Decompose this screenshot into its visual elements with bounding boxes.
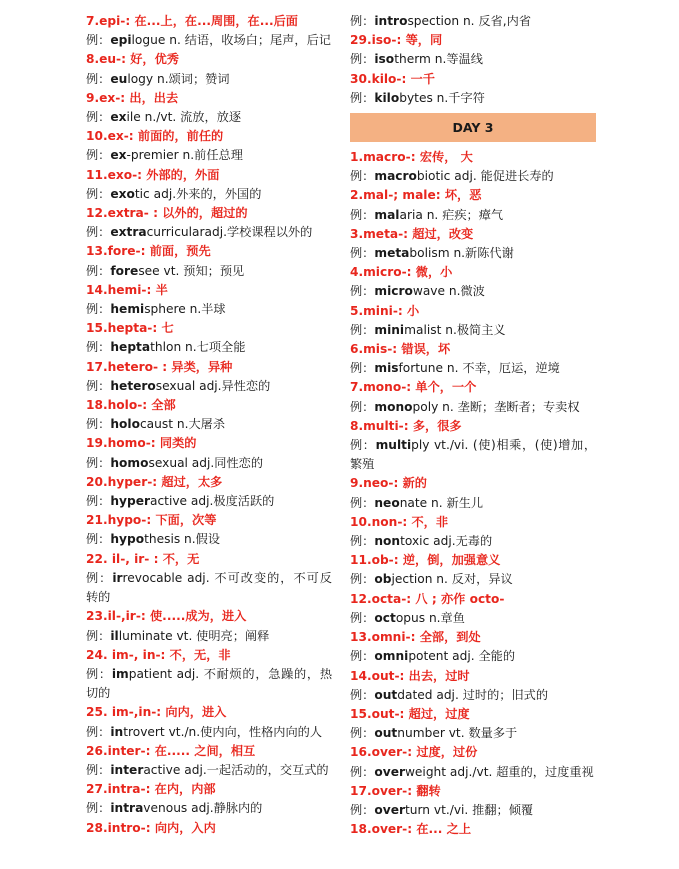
example-root: intra — [110, 801, 144, 816]
example-marker: 例： — [350, 361, 375, 376]
example-definition: dated adj. 过时的；旧式的 — [397, 687, 549, 702]
prefix-heading: 9.neo-: 新的 — [350, 476, 427, 491]
example-root: ob — [374, 572, 392, 587]
example-definition: logy n.颂词；赞词 — [127, 71, 230, 86]
example-marker: 例： — [86, 225, 111, 240]
prefix-heading: 10.ex-: 前面的，前任的 — [86, 129, 224, 144]
example-definition: active adj.极度活跃的 — [150, 494, 275, 509]
prefix-heading: 2.mal-; male: 坏，恶 — [350, 188, 482, 203]
example-line — [350, 50, 596, 69]
example-marker: 例： — [86, 417, 111, 432]
example-root: im — [111, 666, 129, 681]
example-line — [350, 321, 596, 340]
example-definition: revocable adj. 不可改变的，不可反转的 — [86, 570, 332, 605]
prefix-heading: 25. im-,in-: 向内，进入 — [86, 705, 227, 720]
example-definition: ply vt./vi. (使)相乘，(使)增加，繁殖 — [350, 438, 597, 472]
example-root: extra — [110, 225, 147, 240]
example-root: non — [374, 534, 401, 549]
prefix-heading: 15.out-: 超过，过度 — [350, 706, 470, 721]
example-definition: patient adj. 不耐烦的，急躁的，热切的 — [86, 666, 333, 701]
example-marker: 例： — [350, 14, 375, 28]
example-line — [86, 31, 332, 50]
example-root: holo — [110, 417, 140, 432]
prefix-heading: 17.hetero- : 异类，异种 — [86, 359, 233, 374]
prefix-heading: 1.macro-: 宏传， 大 — [350, 150, 473, 165]
prefix-heading: 20.hyper-: 超过，太多 — [86, 474, 223, 489]
example-root: hyper — [110, 494, 150, 509]
example-line — [86, 627, 332, 646]
prefix-heading: 15.hepta-: 七 — [86, 321, 174, 336]
prefix-heading: 8.eu-: 好，优秀 — [86, 52, 179, 67]
example-definition: therm n.等温线 — [394, 52, 483, 67]
example-definition: logue n. 结语，收场白；尾声，后记 — [131, 33, 331, 48]
example-line — [350, 647, 596, 666]
example-marker: 例： — [350, 534, 375, 549]
example-root: iso — [374, 52, 395, 67]
example-line — [350, 686, 596, 705]
example-definition: toxic adj.无毒的 — [400, 534, 493, 549]
example-line — [86, 723, 332, 742]
example-root: over — [374, 802, 405, 817]
example-marker: 例： — [350, 284, 375, 299]
example-marker: 例： — [350, 495, 375, 510]
example-root: micro — [374, 284, 413, 299]
example-marker: 例： — [350, 764, 375, 779]
example-root: ex — [110, 110, 127, 125]
example-definition: ile n./vt. 流放，放逐 — [126, 110, 242, 125]
example-marker: 例： — [350, 52, 375, 67]
example-line — [350, 244, 596, 263]
example-line — [350, 89, 596, 108]
example-definition: turn vt./vi. 推翻；倾覆 — [404, 802, 534, 817]
prefix-heading: 26.inter-: 在..... 之间，相互 — [86, 743, 256, 758]
example-root: meta — [374, 246, 410, 261]
example-line — [350, 206, 596, 225]
example-root: oct — [374, 610, 396, 625]
example-marker: 例： — [350, 322, 375, 337]
example-marker: 例： — [350, 169, 375, 184]
example-marker: 例： — [350, 438, 376, 453]
example-root: omni — [374, 649, 409, 664]
prefix-heading: 13.fore-: 前面，预先 — [86, 244, 211, 259]
prefix-heading: 11.ob-: 逆，倒，加强意义 — [350, 553, 501, 568]
example-definition: tic adj.外来的，外国的 — [134, 186, 262, 201]
example-line — [86, 223, 332, 242]
example-root: intro — [374, 14, 408, 28]
example-definition: aria n. 疟疾；瘴气 — [399, 207, 504, 222]
prefix-heading: 10.non-: 不，非 — [350, 514, 449, 529]
example-marker: 例： — [350, 802, 375, 817]
prefix-heading: 5.mini-: 小 — [350, 303, 420, 318]
prefix-heading: 14.hemi-: 半 — [86, 282, 168, 297]
example-line — [86, 185, 332, 204]
prefix-heading: 19.homo-: 同类的 — [86, 436, 197, 451]
prefix-heading: 27.intra-: 在内，内部 — [86, 782, 216, 797]
prefix-heading: 6.mis-: 错误，坏 — [350, 342, 451, 357]
example-marker: 例： — [86, 801, 111, 816]
example-marker: 例： — [86, 302, 111, 317]
example-definition: thlon n.七项全能 — [150, 340, 246, 355]
example-marker: 例： — [350, 649, 375, 664]
example-root: ir — [112, 570, 123, 585]
example-marker: 例： — [86, 378, 111, 393]
prefix-heading: 24. im-, in-: 不，无，非 — [86, 647, 231, 662]
example-line — [86, 665, 332, 703]
prefix-heading: 14.out-: 出去，过时 — [350, 668, 470, 683]
example-line — [86, 338, 332, 357]
example-marker: 例： — [350, 399, 375, 414]
example-marker: 例： — [350, 246, 375, 261]
example-definition: sphere n.半球 — [144, 302, 226, 317]
example-root: exo — [110, 186, 135, 201]
prefix-heading: 8.multi-: 多，很多 — [350, 418, 462, 433]
example-definition: active adj.一起活动的，交互式的 — [143, 762, 329, 777]
example-root: epi — [110, 33, 132, 48]
example-marker: 例： — [86, 455, 111, 470]
example-line — [350, 436, 596, 474]
example-definition: bolism n.新陈代谢 — [409, 246, 514, 261]
example-line — [86, 569, 332, 607]
example-marker: 例： — [86, 762, 111, 777]
example-definition: thesis n.假设 — [144, 532, 221, 547]
example-definition: -premier n.前任总理 — [126, 148, 243, 163]
example-marker: 例： — [350, 572, 375, 587]
example-root: eu — [110, 71, 128, 86]
example-line — [86, 146, 332, 165]
example-line — [86, 70, 332, 89]
prefix-heading: 22. il-, ir- : 不，无 — [86, 551, 200, 566]
example-root: mini — [374, 322, 405, 337]
day-label: DAY 3 — [452, 120, 494, 136]
right-column — [350, 12, 596, 839]
example-marker: 例： — [350, 90, 375, 105]
example-definition: trovert vt./n.使内向，性格内向的人 — [123, 724, 323, 739]
example-definition: caust n.大屠杀 — [139, 417, 226, 432]
example-root: neo — [374, 495, 400, 510]
example-marker: 例： — [86, 33, 111, 48]
prefix-heading: 11.exo-: 外部的，外面 — [86, 167, 220, 182]
example-line — [350, 801, 596, 820]
day-3-banner — [350, 113, 596, 142]
example-line — [86, 454, 332, 473]
example-line — [86, 108, 332, 127]
prefix-heading: 12.octa-: 八 ; 亦作 octo- — [350, 591, 505, 606]
example-root: over — [374, 764, 405, 779]
example-root: hepta — [110, 340, 151, 355]
example-line — [350, 167, 596, 186]
example-definition: jection n. 反对，异议 — [391, 572, 513, 587]
example-line — [86, 530, 332, 549]
right-column-bottom — [350, 148, 596, 839]
example-definition: weight adj./vt. 超重的，过度重视 — [404, 764, 594, 779]
example-line — [86, 262, 332, 281]
example-line — [350, 359, 596, 378]
left-column — [86, 12, 332, 838]
example-marker: 例： — [86, 71, 111, 86]
prefix-heading: 9.ex-: 出，出去 — [86, 90, 179, 105]
prefix-heading: 23.il-,ir-: 使.....成为，进入 — [86, 609, 247, 624]
example-definition: wave n.微波 — [412, 284, 485, 299]
example-marker: 例： — [350, 726, 375, 741]
prefix-heading: 29.iso-: 等，同 — [350, 33, 443, 48]
example-marker: 例： — [86, 494, 111, 509]
example-definition: potent adj. 全能的 — [408, 649, 516, 664]
example-marker: 例： — [86, 724, 111, 739]
example-line — [350, 398, 596, 417]
example-line — [350, 724, 596, 743]
example-line — [86, 492, 332, 511]
example-definition: malist n.极简主义 — [404, 322, 506, 337]
prefix-heading: 17.over-: 翻转 — [350, 783, 441, 798]
example-line — [350, 570, 596, 589]
example-root: mal — [374, 207, 400, 222]
prefix-heading: 18.over-: 在... 之上 — [350, 822, 472, 837]
example-definition: curricularadj.学校课程以外的 — [146, 225, 313, 240]
example-marker: 例： — [86, 532, 111, 547]
example-definition: opus n.章鱼 — [395, 610, 465, 625]
example-root: macro — [374, 169, 417, 184]
example-marker: 例： — [86, 148, 111, 163]
example-definition: poly n. 垄断；垄断者；专卖权 — [412, 399, 580, 414]
example-root: fore — [110, 263, 139, 278]
prefix-heading: 16.over-: 过度，过份 — [350, 745, 478, 760]
example-marker: 例： — [86, 666, 112, 681]
example-definition: venous adj.静脉内的 — [143, 801, 263, 816]
example-definition: sexual adj.同性恋的 — [148, 455, 264, 470]
example-marker: 例： — [350, 687, 375, 702]
example-root: mis — [374, 361, 399, 376]
example-definition: spection n. 反省,内省 — [407, 14, 532, 28]
prefix-heading: 4.micro-: 微，小 — [350, 265, 453, 280]
example-line — [350, 282, 596, 301]
prefix-heading: 21.hypo-: 下面，次等 — [86, 513, 217, 528]
example-line — [86, 300, 332, 319]
example-line — [350, 532, 596, 551]
prefix-heading: 30.kilo-: 一千 — [350, 71, 435, 86]
example-definition: see vt. 预知；预见 — [138, 263, 245, 278]
example-line — [350, 494, 596, 513]
example-marker: 例： — [86, 570, 113, 585]
example-root: multi — [375, 438, 412, 453]
example-line — [350, 763, 596, 782]
example-definition: luminate vt. 使明亮；阐释 — [118, 628, 270, 643]
example-definition: biotic adj. 能促进长寿的 — [416, 169, 554, 184]
example-root: ex — [110, 148, 127, 163]
example-definition: fortune n. 不幸，厄运，逆境 — [398, 361, 560, 376]
prefix-heading: 7.epi-: 在...上，在...周围，在...后面 — [86, 14, 298, 28]
example-line — [86, 799, 332, 818]
example-root: homo — [110, 455, 149, 470]
example-line — [350, 609, 596, 628]
example-marker: 例： — [86, 110, 111, 125]
example-line — [350, 12, 596, 31]
example-line — [86, 415, 332, 434]
example-root: hetero — [110, 378, 156, 393]
example-root: kilo — [374, 90, 400, 105]
example-marker: 例： — [86, 628, 111, 643]
prefix-heading: 3.meta-: 超过，改变 — [350, 226, 474, 241]
example-definition: sexual adj.异性恋的 — [155, 378, 271, 393]
example-marker: 例： — [86, 186, 111, 201]
example-root: out — [374, 726, 398, 741]
example-marker: 例： — [350, 610, 375, 625]
example-marker: 例： — [350, 207, 375, 222]
example-line — [86, 761, 332, 780]
prefix-heading: 7.mono-: 单个，一个 — [350, 380, 477, 395]
right-column-top — [350, 12, 596, 108]
example-root: inter — [110, 762, 144, 777]
example-root: hemi — [110, 302, 145, 317]
prefix-heading: 12.extra- : 以外的，超过的 — [86, 206, 248, 221]
example-definition: number vt. 数量多于 — [397, 726, 518, 741]
example-definition: bytes n.千字符 — [399, 90, 485, 105]
example-root: mono — [374, 399, 413, 414]
example-root: il — [110, 628, 119, 643]
example-root: hypo — [110, 532, 145, 547]
prefix-heading: 13.omni-: 全部，到处 — [350, 630, 481, 645]
prefix-heading: 28.intro-: 向内，入内 — [86, 820, 216, 835]
example-definition: nate n. 新生儿 — [399, 495, 484, 510]
example-marker: 例： — [86, 340, 111, 355]
example-marker: 例： — [86, 263, 111, 278]
example-line — [86, 377, 332, 396]
prefix-heading: 18.holo-: 全部 — [86, 398, 176, 413]
example-root: in — [110, 724, 124, 739]
example-root: out — [374, 687, 398, 702]
